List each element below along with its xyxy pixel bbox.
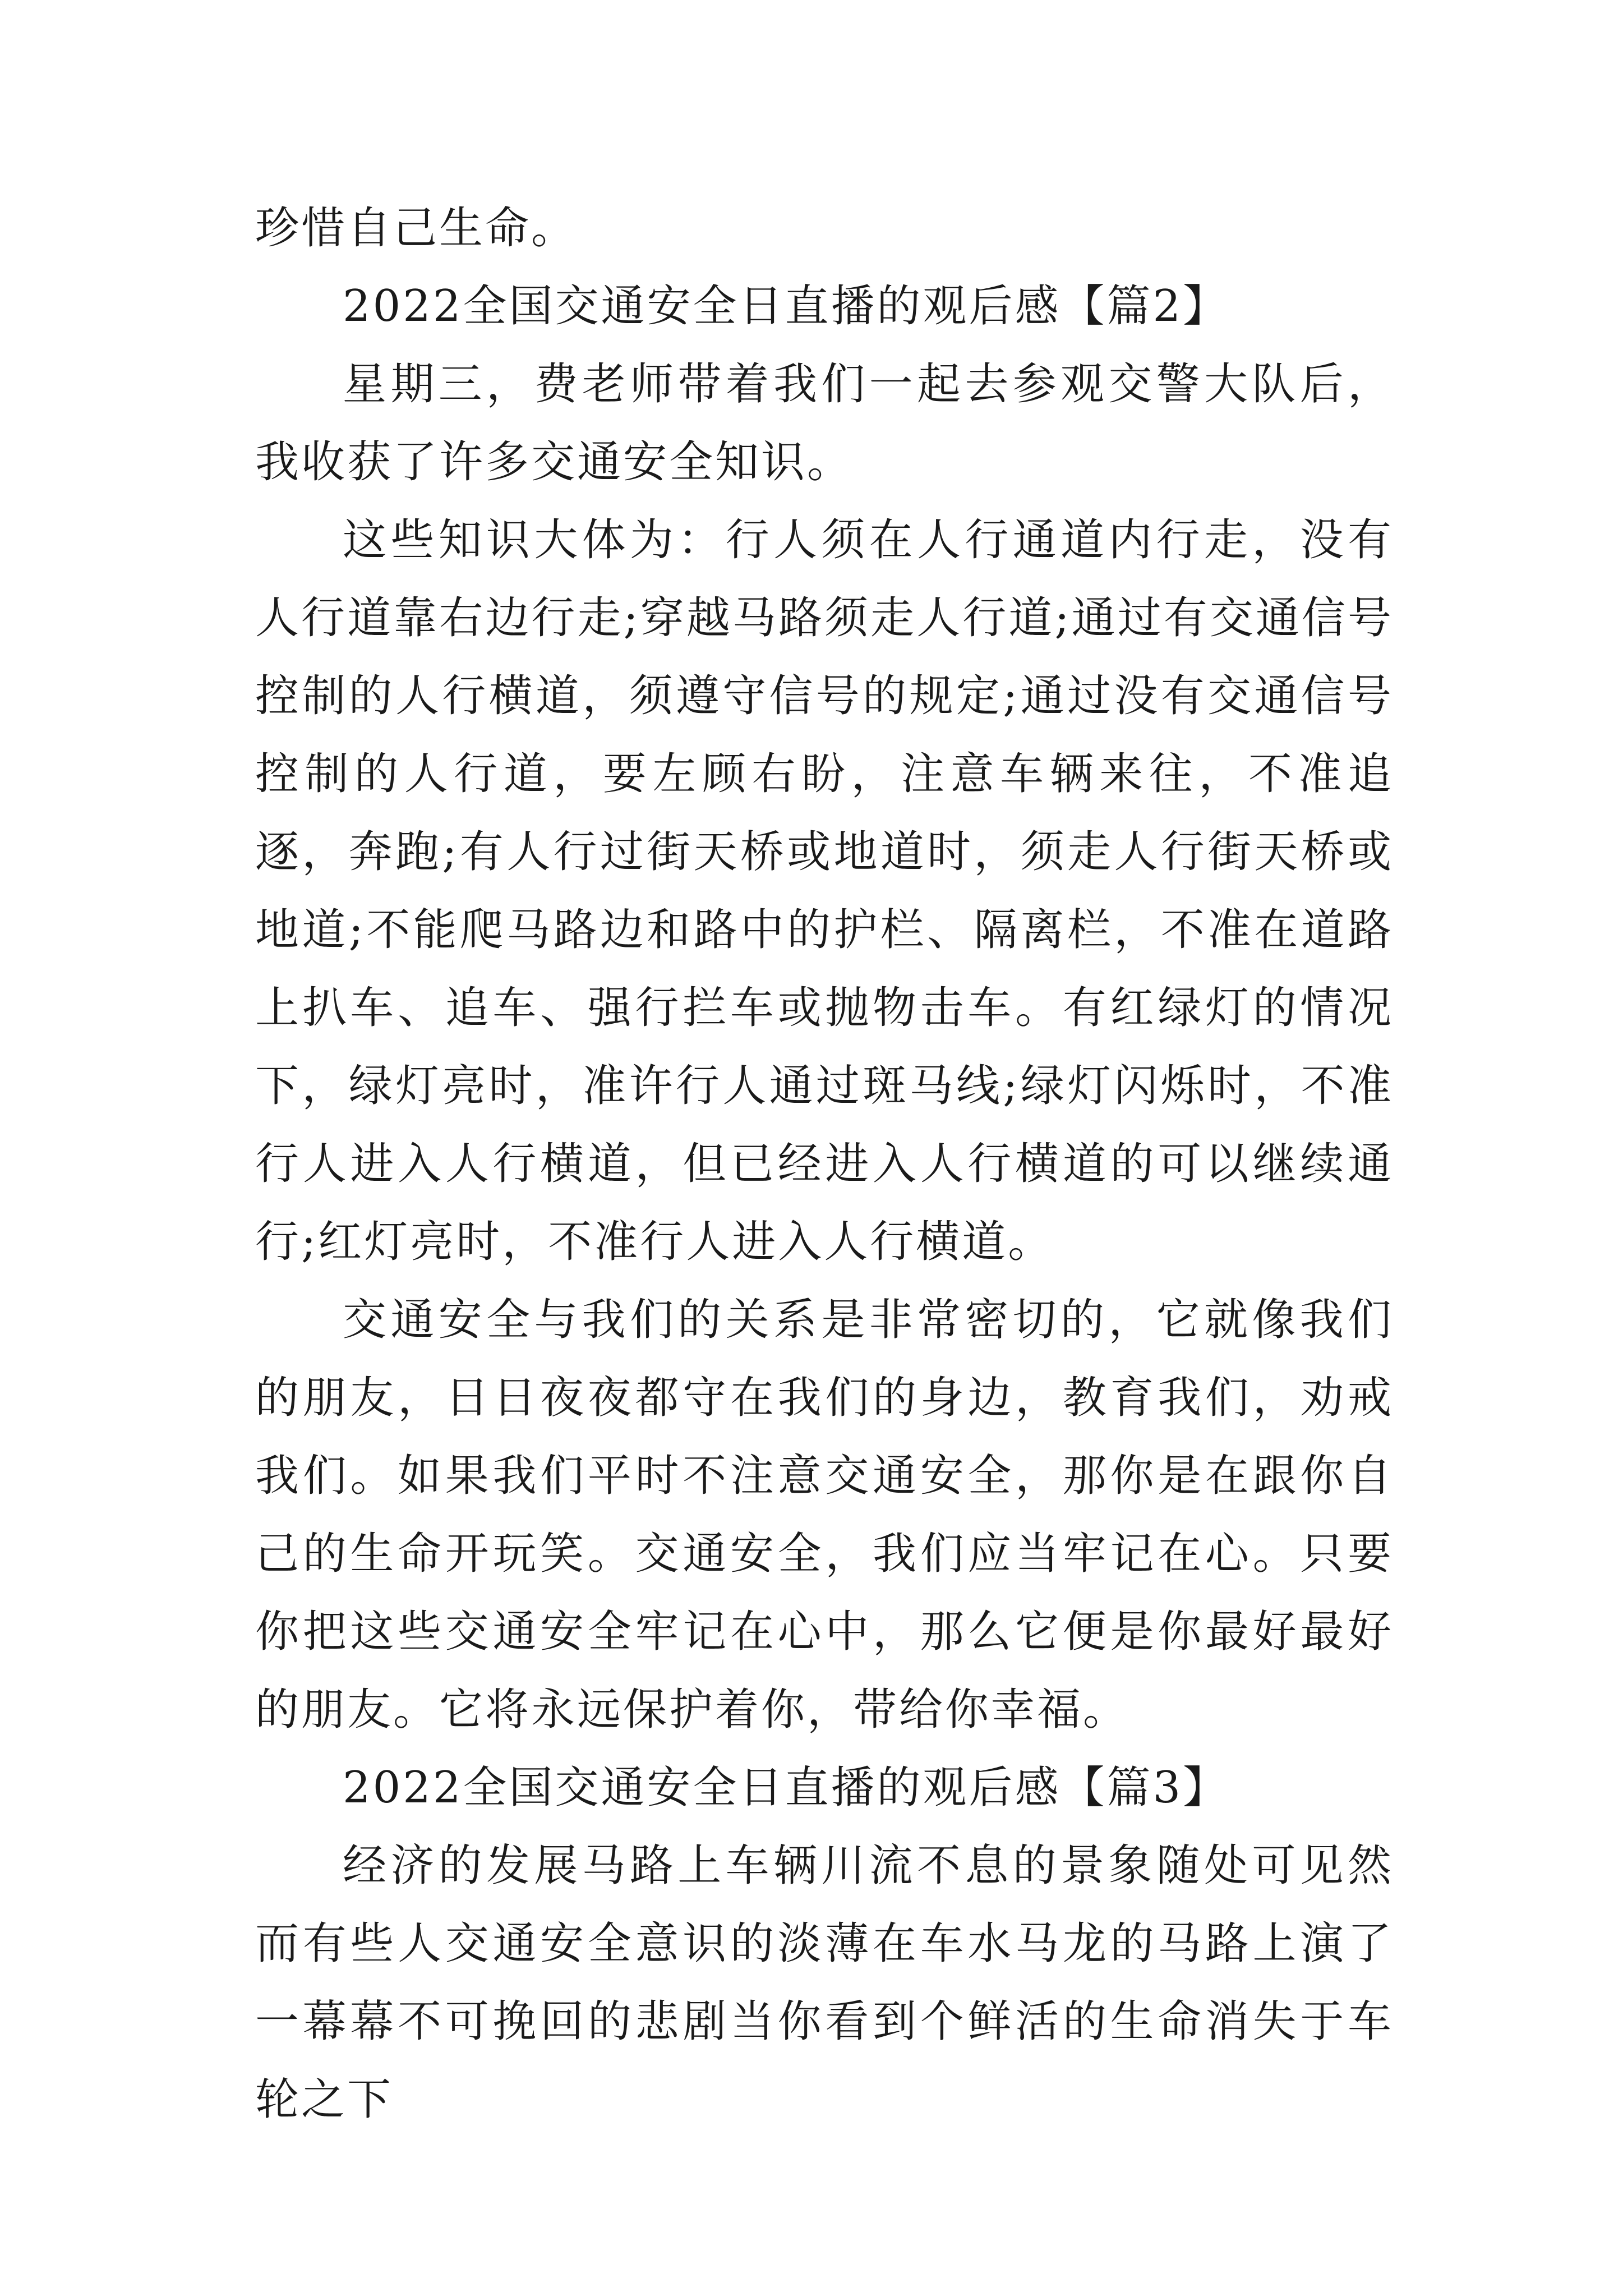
paragraph-closing-line: 珍惜自己生命。	[255, 203, 578, 254]
paragraph-economy: 经济的发展马路上车辆川流不息的景象随处可见然而有些人交通安全意识的淡薄在车水马龙的马路上演了一幕幕不可挽回的悲剧当你看到个鲜活的生命消失于车轮之下	[255, 1841, 1394, 2125]
paragraph-relationship: 交通安全与我们的关系是非常密切的，它就像我们的朋友，日日夜夜都守在我们的身边，教育我们，劝戒我们。如果我们平时不注意交通安全，那你是在跟你自己的生命开玩笑。交通安全，我们应当牢记在心。只要你把这些交通安全牢记在心中，那么它便是你最好最好的朋友。它将永远保护着你，带给你幸福。	[255, 1295, 1394, 1735]
section-heading-2: 2022全国交通安全日直播的观后感【篇2】	[343, 281, 1229, 332]
paragraph-knowledge: 这些知识大体为：行人须在人行通道内行走，没有人行道靠右边行走;穿越马路须走人行道;通过有交通信号控制的人行横道，须遵守信号的规定;通过没有交通信号控制的人行道，要左顾右盼，注意车辆来往，不准追逐，奔跑;有人行过街天桥或地道时，须走人行街天桥或地道;不能爬马路边和路中的护栏、隔离栏，不准在道路上扒车、追车、强行拦车或抛物击车。有红绿灯的情况下，绿灯亮时，准许行人通过斑马线;绿灯闪烁时，不准行人进入人行横道，但已经进入人行横道的可以继续通行;红灯亮时，不准行人进入人行横道。	[255, 515, 1394, 1267]
document-body	[255, 190, 1394, 2139]
paragraph-visit: 星期三，费老师带着我们一起去参观交警大队后，我收获了许多交通安全知识。	[255, 359, 1394, 487]
section-heading-3: 2022全国交通安全日直播的观后感【篇3】	[343, 1763, 1229, 1813]
